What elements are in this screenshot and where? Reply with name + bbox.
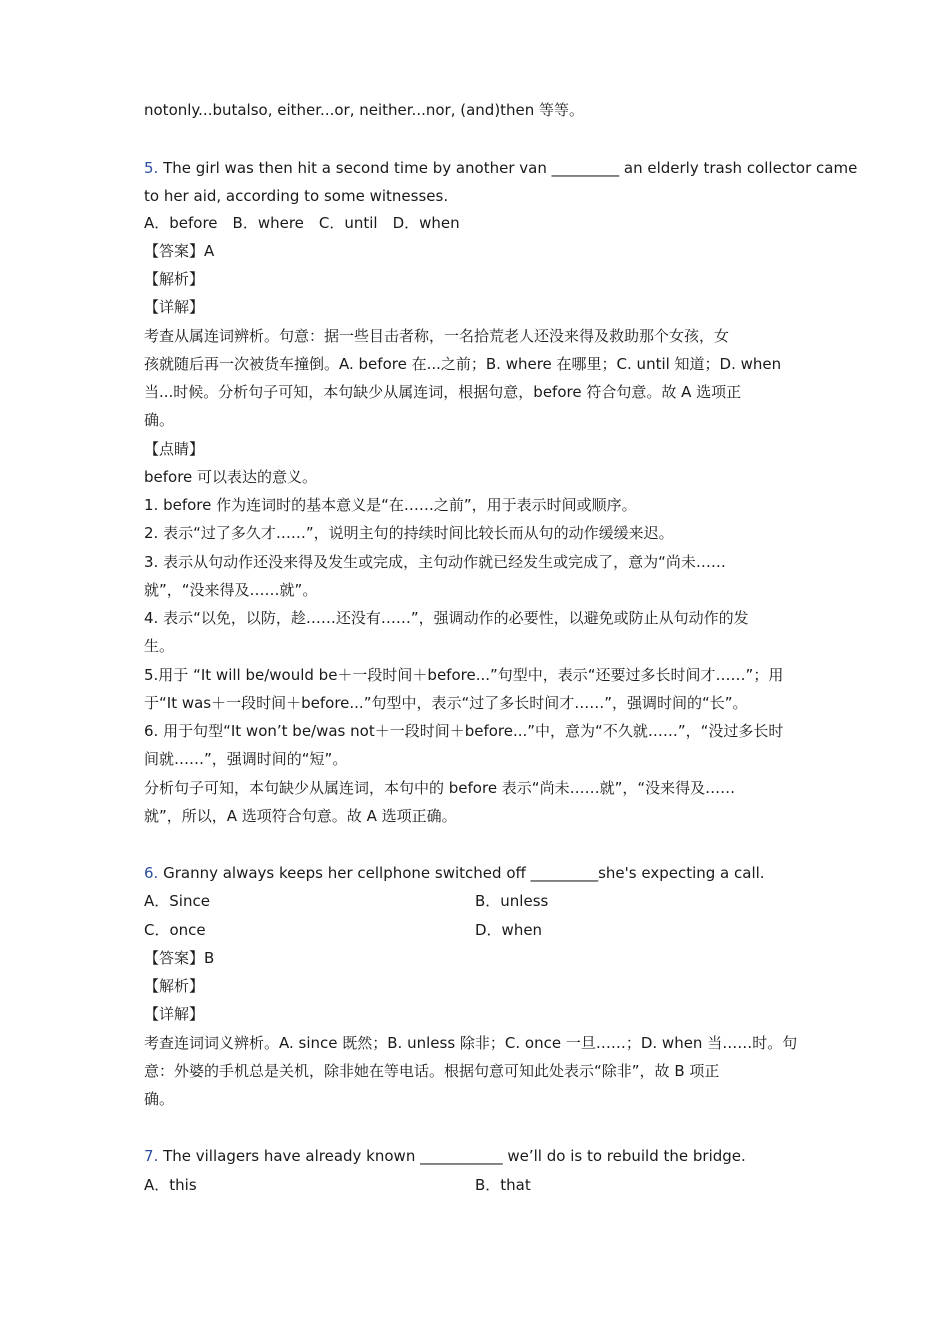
q5-tip-line: 2. 表示“过了多久才……”，说明主句的持续时间比较长而从句的动作缓缓来迟。	[144, 524, 674, 542]
q5-stem-line2: to her aid, according to some witnesses.	[144, 187, 449, 205]
q5-detail-label: 【详解】	[144, 298, 205, 316]
q6-stem-text: Granny always keeps her cellphone switched off _________she's expecting a call.	[163, 864, 765, 882]
q5-tip-line: 3. 表示从句动作还没来得及发生或完成，主句动作就已经发生或完成了，意为“尚未……	[144, 553, 726, 571]
q6-detail-line: 确。	[144, 1090, 175, 1108]
intro-line: notonly...butalso, either...or, neither...nor, (and)then 等等。	[144, 101, 585, 119]
q5-stem-text: The girl was then hit a second time by another van _________ an elderly trash collector came	[163, 159, 858, 177]
q7-stem-text: The villagers have already known ___________ we’ll do is to rebuild the bridge.	[163, 1147, 746, 1165]
q6-number: 6.	[144, 864, 159, 882]
q5-tip-line: 就”，所以，A 选项符合句意。故 A 选项正确。	[144, 807, 457, 825]
q7-option-a: A．this	[144, 1176, 197, 1194]
q5-detail-line: 当...时候。分析句子可知，本句缺少从属连词，根据句意，before 符合句意。故 A 选项正	[144, 383, 742, 401]
q5-detail-line: 考查从属连词辨析。句意：据一些目击者称，一名拾荒老人还没来得及救助那个女孩，女	[144, 327, 730, 345]
q7-stem-line	[144, 1146, 746, 1166]
q6-option-b: B．unless	[475, 892, 549, 910]
q6-option-c: C．once	[144, 921, 206, 939]
q7-option-b: B．that	[475, 1176, 531, 1194]
q5-tip-line: 分析句子可知，本句缺少从属连词，本句中的 before 表示“尚未……就”，“没来得及……	[144, 779, 736, 797]
q7-number: 7.	[144, 1147, 159, 1165]
q6-answer: 【答案】B	[144, 949, 215, 967]
q5-answer: 【答案】A	[144, 242, 215, 260]
q5-tip-line: 间就……”，强调时间的“短”。	[144, 750, 348, 768]
q6-option-a: A．Since	[144, 892, 210, 910]
q5-stem-line1	[144, 158, 857, 178]
q5-tip-line: 1. before 作为连词时的基本意义是“在……之前”，用于表示时间或顺序。	[144, 496, 637, 514]
q6-stem-line	[144, 863, 765, 883]
q5-number: 5.	[144, 159, 159, 177]
q6-detail-label: 【详解】	[144, 1005, 205, 1023]
q5-detail-line: 确。	[144, 411, 175, 429]
q6-detail-line: 考查连词词义辨析。A. since 既然；B. unless 除非；C. once 一旦……；D. when 当……时。句	[144, 1034, 798, 1052]
q5-tip-line: 6. 用于句型“It won’t be/was not＋一段时间＋before...”中，意为“不久就……”，“没过多长时	[144, 722, 784, 740]
q5-tip-line: 5.用于 “It will be/would be＋一段时间＋before...”句型中，表示“还要过多长时间才……”；用	[144, 666, 784, 684]
q6-detail-line: 意：外婆的手机总是关机，除非她在等电话。根据句意可知此处表示“除非”，故 B 项正	[144, 1062, 720, 1080]
q5-analysis-label: 【解析】	[144, 270, 205, 288]
q5-tip-line: 就”，“没来得及……就”。	[144, 581, 318, 599]
q6-analysis-label: 【解析】	[144, 977, 205, 995]
q5-tip-line: 生。	[144, 637, 175, 655]
q5-tip-line: before 可以表达的意义。	[144, 468, 318, 486]
q5-options: A．before B．where C．until D．when	[144, 214, 460, 232]
q5-tip-line: 于“It was＋一段时间＋before...”句型中，表示“过了多长时间才……”，强调时间的“长”。	[144, 694, 748, 712]
q5-detail-line: 孩就随后再一次被货车撞倒。A. before 在...之前；B. where 在哪里；C. until 知道；D. when	[144, 355, 782, 373]
q5-tip-line: 4. 表示“以免，以防，趁……还没有……”，强调动作的必要性，以避免或防止从句动作的发	[144, 609, 749, 627]
q6-option-d: D．when	[475, 921, 543, 939]
q5-tip-label: 【点睛】	[144, 440, 205, 458]
